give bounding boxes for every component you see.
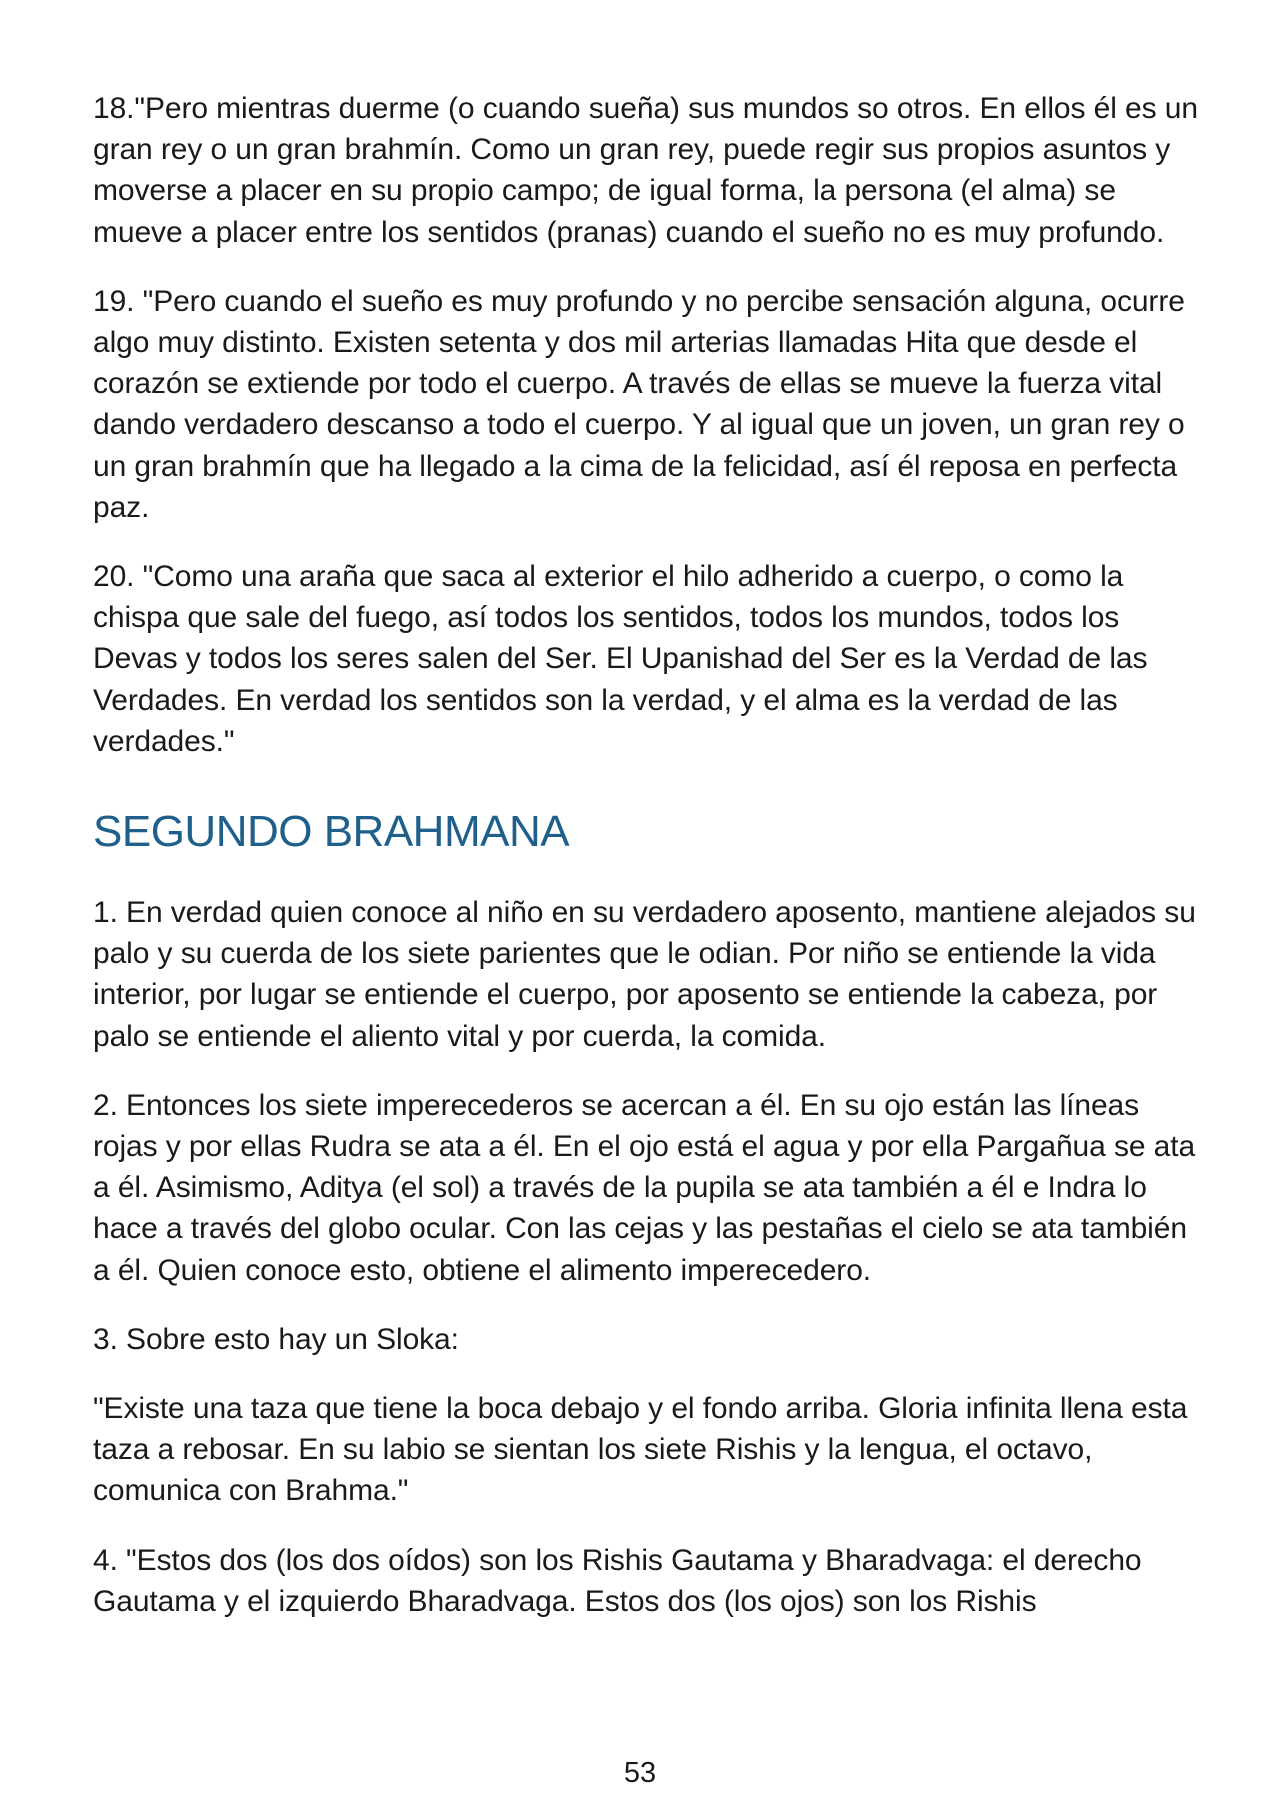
section-heading: SEGUNDO BRAHMANA <box>93 807 570 857</box>
paragraph-verse-3: 3. Sobre esto hay un Sloka: <box>93 1322 459 1356</box>
paragraph-verse-19: 19. "Pero cuando el sueño es muy profundo y no percibe sensación alguna, ocurre algo muy distinto. Existen setenta y dos mil arterias llamadas Hita que desde el corazón se extiende por todo el cuerpo. A través de ellas se mueve la fuerza vital dando verdadero descanso a todo el cuerpo. Y al igual que un joven, un gran rey o un gran brahmín que ha llegado a la cima de la felicidad, así él reposa en perfecta paz. <box>93 284 1185 524</box>
paragraph-sloka-quote: "Existe una taza que tiene la boca debajo y el fondo arriba. Gloria infinita llena esta taza a rebosar. En su labio se sientan los siete Rishis y la lengua, el octavo, comunica con Brahma." <box>93 1392 1188 1508</box>
paragraph-verse-1: 1. En verdad quien conoce al niño en su verdadero aposento, mantiene alejados su palo y su cuerda de los siete parientes que le odian. Por niño se entiende la vida interior, por lugar se entiende el cuerpo, por aposento se entiende la cabeza, por palo se entiende el aliento vital y por cuerda, la comida. <box>93 896 1196 1053</box>
paragraph-verse-18: 18."Pero mientras duerme (o cuando sueña) sus mundos so otros. En ellos él es un gran rey o un gran brahmín. Como un gran rey, puede regir sus propios asuntos y moverse a placer en su propio campo; de igual forma, la persona (el alma) se mueve a placer entre los sentidos (pranas) cuando el sueño no es muy profundo. <box>93 92 1198 249</box>
paragraph-verse-2: 2. Entonces los siete imperecederos se acercan a él. En su ojo están las líneas rojas y por ellas Rudra se ata a él. En el ojo está el agua y por ella Pargañua se ata a él. Asimismo, Aditya (el sol) a través de la pupila se ata también a él e Indra lo hace a través del globo ocular. Con las cejas y las pestañas el cielo se ata también a él. Quien conoce esto, obtiene el alimento imperecedero. <box>93 1088 1196 1287</box>
paragraph-verse-4: 4. "Estos dos (los dos oídos) son los Rishis Gautama y Bharadvaga: el derecho Gautama y el izquierdo Bharadvaga. Estos dos (los ojos) son los Rishis <box>93 1543 1142 1618</box>
document-page <box>93 88 1203 1650</box>
page-number: 53 <box>623 1757 657 1789</box>
paragraph-verse-20: 20. "Como una araña que saca al exterior el hilo adherido a cuerpo, o como la chispa que sale del fuego, así todos los sentidos, todos los mundos, todos los Devas y todos los seres salen del Ser. El Upanishad del Ser es la Verdad de las Verdades. En verdad los sentidos son la verdad, y el alma es la verdad de las verdades." <box>93 560 1148 758</box>
